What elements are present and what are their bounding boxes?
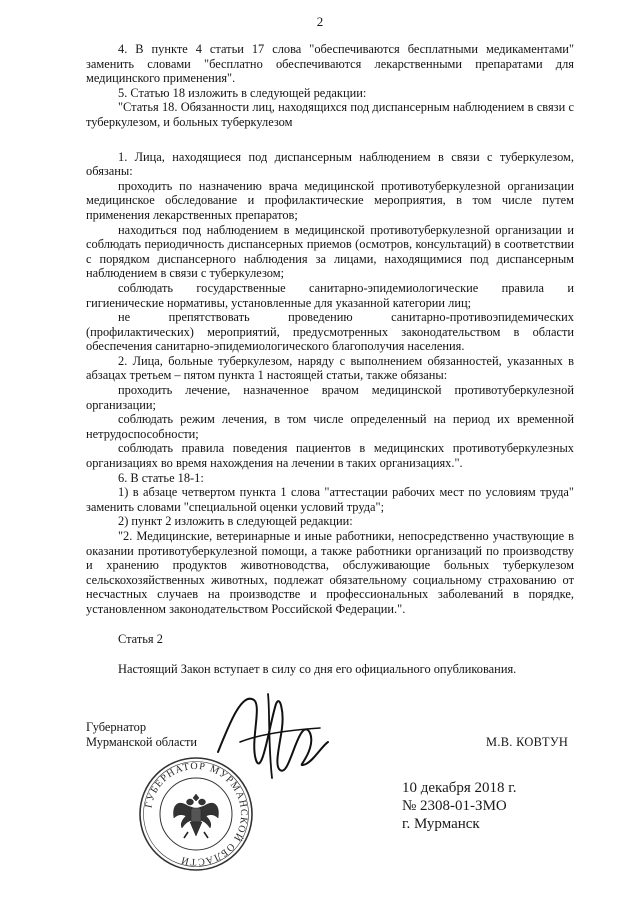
paragraph: не препятствовать проведению санитарно-противоэпидемических (профилактических) мероприятий, предусмотренных законодательством в области обеспечения санитарно-эпидемиологического благополучия населения. [86,310,574,354]
article-2-heading: Статья 2 [118,632,163,646]
signature-icon [210,682,335,792]
effective-clause: Настоящий Закон вступает в силу со дня его официального опубликования. [118,662,517,676]
stamp-date: 10 декабря 2018 г. [402,780,517,796]
paragraph: соблюдать правила поведения пациентов в медицинских противотуберкулезных организациях во время нахождения на лечении в таких организациях.". [86,441,574,471]
paragraph: "Статья 18. Обязанности лиц, находящихся под диспансерным наблюдением в связи с туберкулезом, и больных туберкулезом [86,100,574,129]
paragraph: проходить по назначению врача медицинской противотуберкулезной организации медицинское обследование и профилактические мероприятия, в том числе путем применения лекарственных препаратов; [86,178,574,222]
stamp-city: г. Мурманск [402,816,480,832]
paragraph: 4. В пункте 4 статьи 17 слова "обеспечиваются бесплатными медикаментами" заменить словами "бесплатно обеспечиваются лекарственными препаратами для медицинского применения". [86,42,574,86]
paragraph: соблюдать государственные санитарно-эпидемиологические правила и гигиенические нормативы, установленные для указанной категории лиц; [86,280,574,310]
seal-text: ГУБЕРНАТОР МУРМАНСКОЙ ОБЛАСТИ [143,760,250,868]
paragraph: находиться под наблюдением в медицинской противотуберкулезной организации и соблюдать периодичность диспансерных приемов (осмотров, консультаций) в соответствии с порядком диспансерного наблюдения за лицами, находящимися под диспансерным наблюдением в связи с туберкулезом; [86,222,574,281]
paragraph: проходить лечение, назначенное врачом медицинской противотуберкулезной организации; [86,383,574,412]
paragraph: 2) пункт 2 изложить в следующей редакции: [118,514,353,529]
document-body [86,42,574,617]
paragraph: 6. В статье 18-1: [118,470,204,485]
paragraph: 5. Статью 18 изложить в следующей редакции: [118,85,367,100]
paragraph: 2. Лица, больные туберкулезом, наряду с выполнением обязанностей, указанных в абзацах третьем – пятом пункта 1 настоящей статьи, также обязаны: [86,353,574,383]
paragraph: 1. Лица, находящиеся под диспансерным наблюдением в связи с туберкулезом, обязаны: [86,149,574,179]
paragraph: 1) в абзаце четвертом пункта 1 слова "аттестации рабочих мест по условиям труда" заменить словами "специальной оценки условий труда"; [86,485,574,514]
paragraph: соблюдать режим лечения, в том числе определенный на период их временной нетрудоспособности; [86,412,574,441]
governor-name: М.В. КОВТУН [486,735,569,749]
page-number: 2 [316,14,324,29]
governor-title-line2: Мурманской области [86,735,198,749]
governor-title-line1: Губернатор [86,720,147,734]
stamp-number: № 2308-01-ЗМО [402,798,507,814]
paragraph: "2. Медицинские, ветеринарные и иные работники, непосредственно участвующие в оказании противотуберкулезной помощи, а также работники организаций по производству и хранению продуктов животноводства, обслуживающие больных туберкулезом сельскохозяйственных животных, подлежат обязательному социальному страхованию от несчастных случаев на производстве и профессиональных заболеваний в порядке, установленном законодательством Российской Федерации.". [86,529,574,616]
